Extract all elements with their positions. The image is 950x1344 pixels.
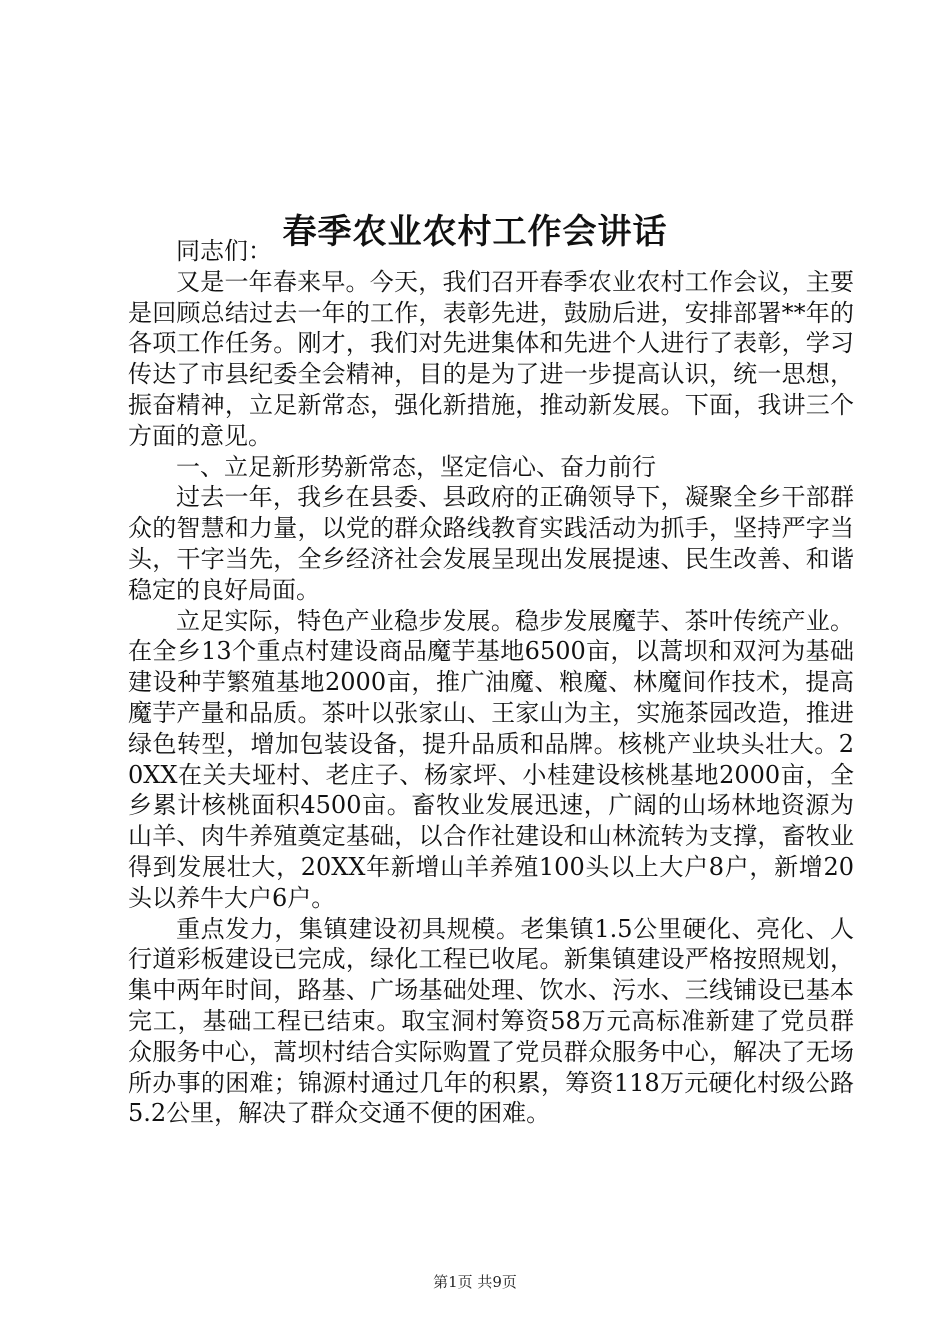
page-footer: 第1页 共9页: [433, 1273, 517, 1291]
section-heading: 一、立足新形势新常态，坚定信心、奋力前行: [176, 452, 656, 481]
speech-body: [128, 236, 854, 1129]
salutation: 同志们：: [176, 237, 272, 265]
page-title: 春季农业农村工作会讲话: [282, 211, 668, 252]
paragraph-intro: 又是一年春来早。今天，我们召开春季农业农村工作会议，主要是回顾总结过去一年的工作，表彰先进，鼓励后进，安排部署**年的各项工作任务。刚才，我们对先进集体和先进个人进行了表彰，学习传达了市县纪委全会精神，目的是为了进一步提高认识，统一思想，振奋精神，立足新常态，强化新措施，推动新发展。下面，我讲三个方面的意见。: [128, 267, 854, 450]
paragraph-review: 过去一年，我乡在县委、县政府的正确领导下，凝聚全乡干部群众的智慧和力量，以党的群众路线教育实践活动为抓手，坚持严字当头，干字当先，全乡经济社会发展呈现出发展提速、民生改善、和谐稳定的良好局面。: [128, 483, 854, 604]
paragraph-town-construction: 重点发力，集镇建设初具规模。老集镇1.5公里硬化、亮化、人行道彩板建设已完成，绿化工程已收尾。新集镇建设严格按照规划，集中两年时间，路基、广场基础处理、饮水、污水、三线铺设已基本完工，基础工程已结束。取宝洞村筹资58万元高标准新建了党员群众服务中心，蒿坝村结合实际购置了党员群众服务中心，解决了无场所办事的困难；锦源村通过几年的积累，筹资118万元硬化村级公路5.2公里，解决了群众交通不便的困难。: [128, 914, 854, 1128]
paragraph-industry: 立足实际，特色产业稳步发展。稳步发展魔芋、茶叶传统产业。在全乡13个重点村建设商品魔芋基地6500亩，以蒿坝和双河为基础建设种芋繁殖基地2000亩，推广油魔、粮魔、林魔间作技术，提高魔芋产量和品质。茶叶以张家山、王家山为主，实施茶园改造，推进绿色转型，增加包装设备，提升品质和品牌。核桃产业块头壮大。20XX在关夫垭村、老庄子、杨家坪、小桂建设核桃基地2000亩，全乡累计核桃面积4500亩。畜牧业发展迅速，广阔的山场林地资源为山羊、肉牛养殖奠定基础，以合作社建设和山林流转为支撑，畜牧业得到发展壮大，20XX年新增山羊养殖100头以上大户8户，新增20头以养牛大户6户。: [128, 606, 854, 912]
